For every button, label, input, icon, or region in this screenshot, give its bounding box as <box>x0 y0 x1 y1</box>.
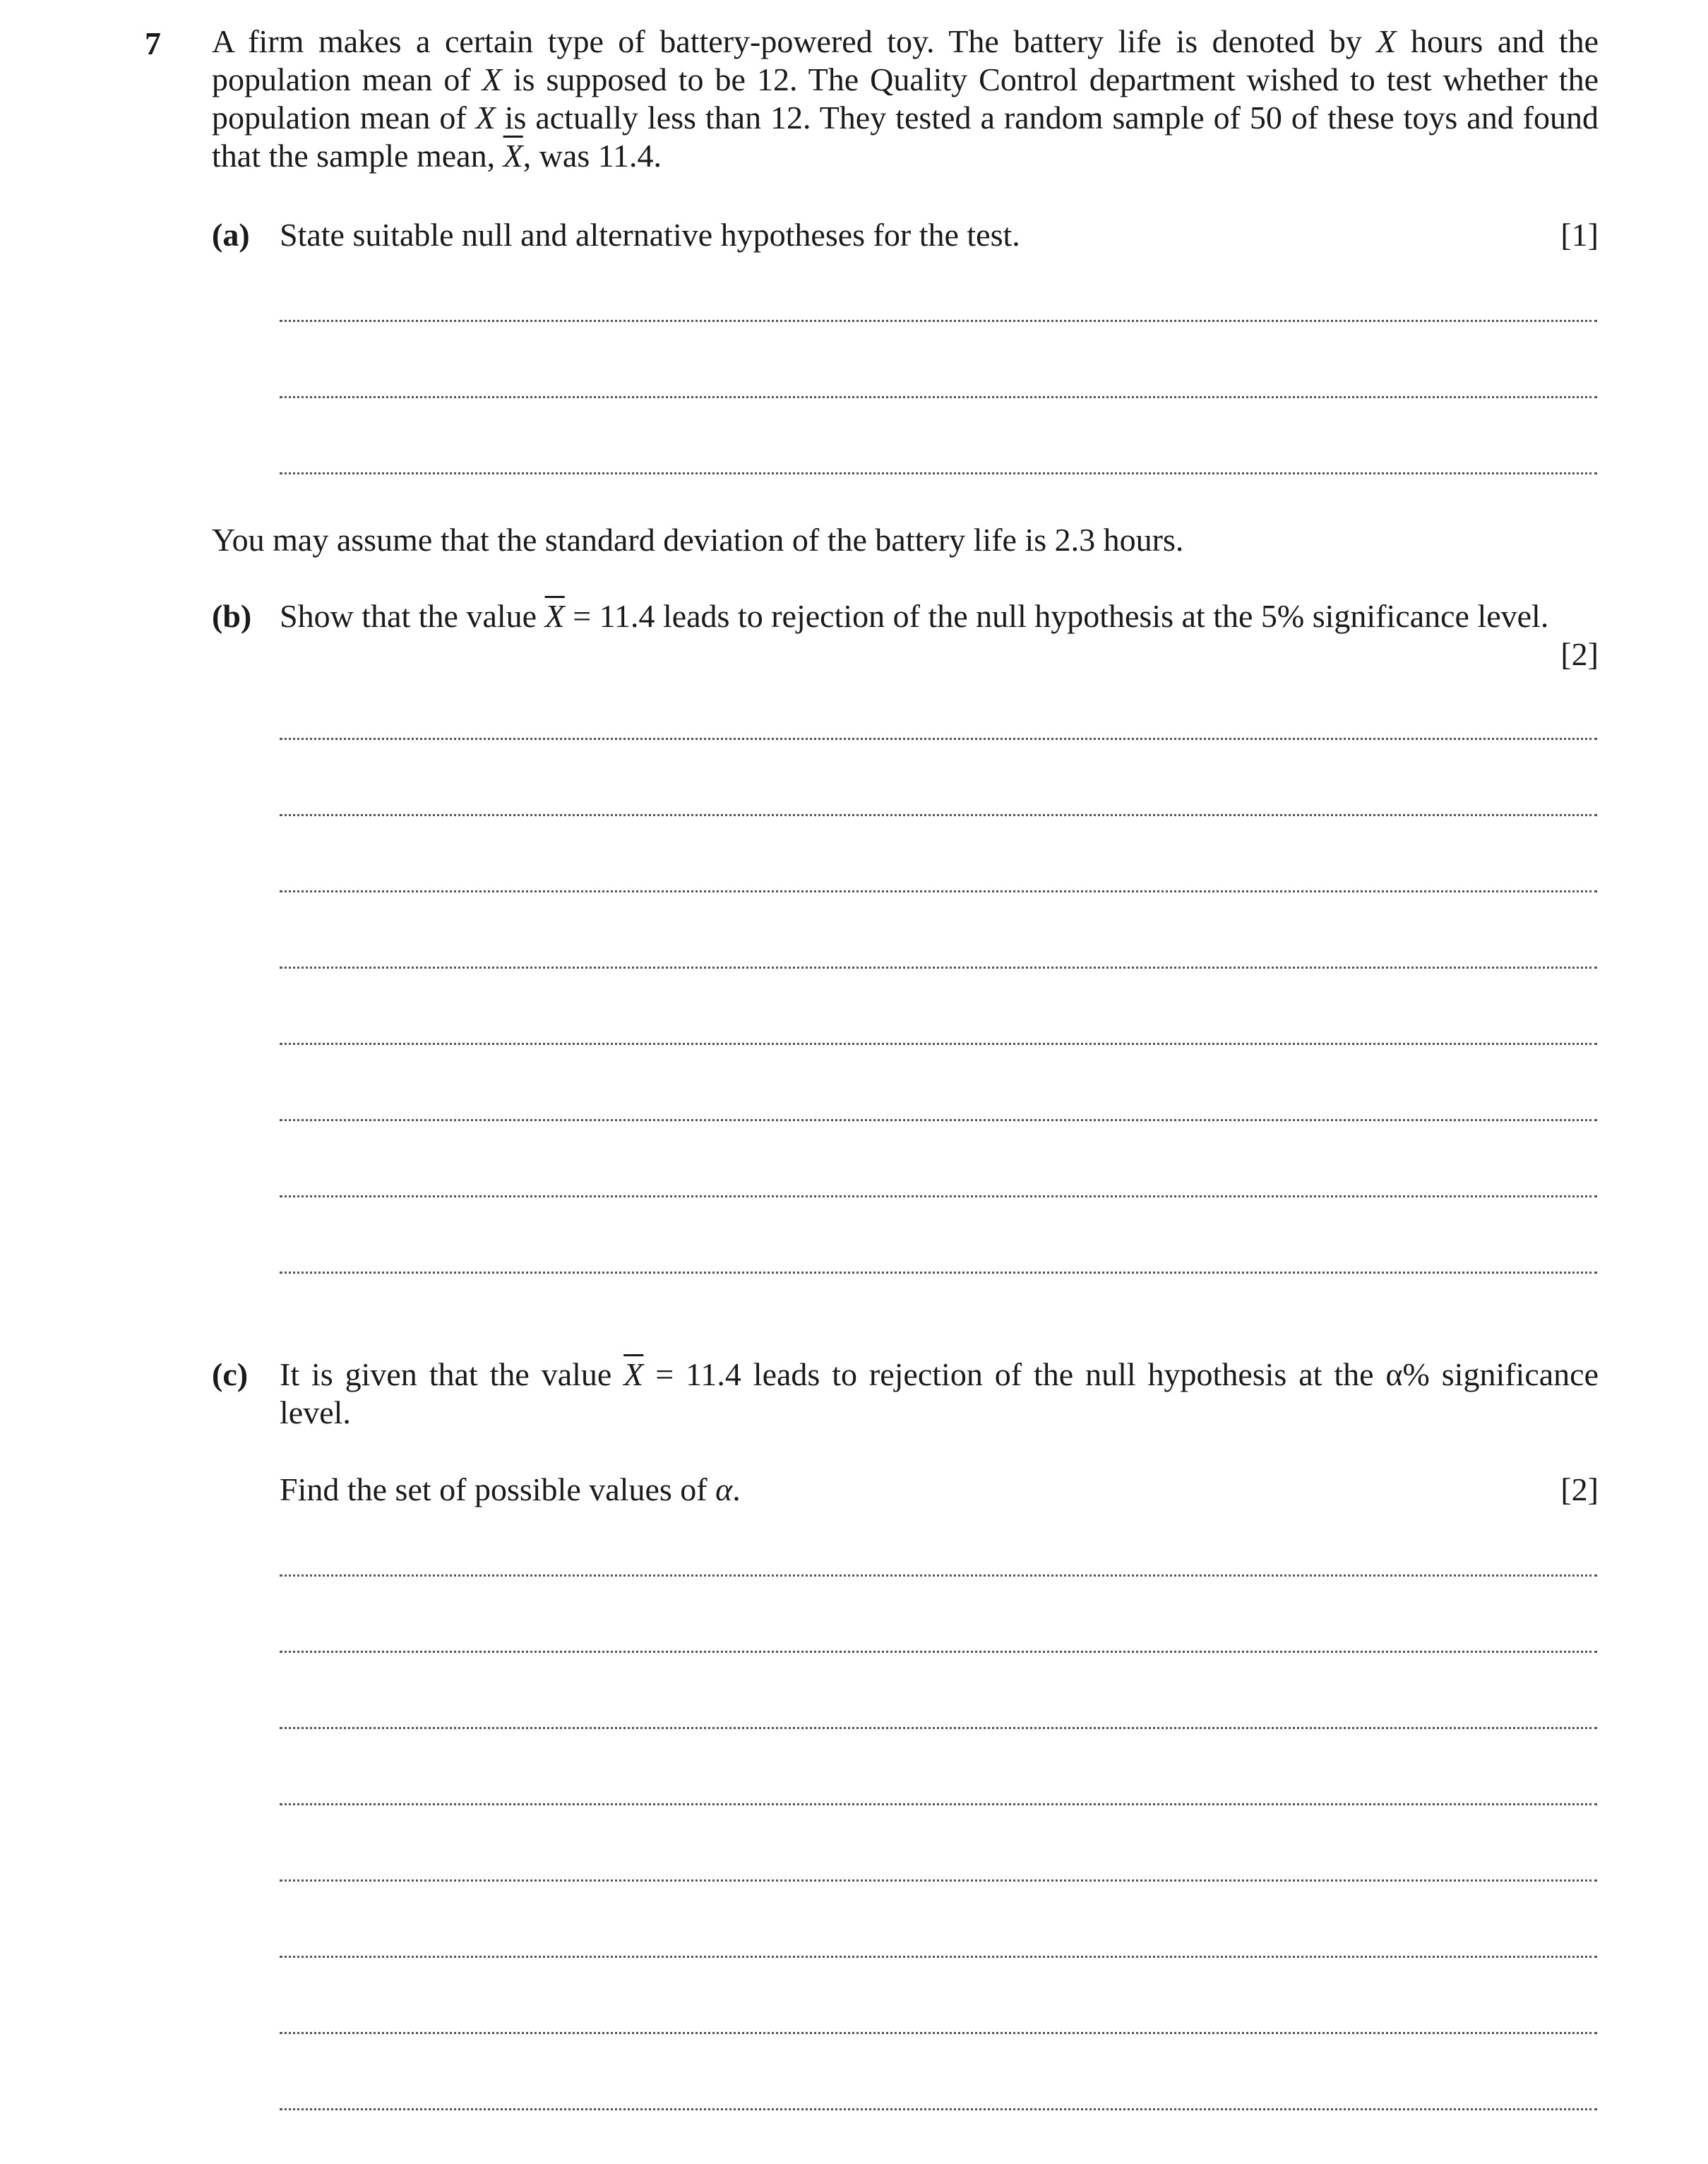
question-stem <box>212 23 1599 175</box>
stem-text-3: is supposed to be 12. The Quality Control department wished to test whether the population mean of <box>212 61 1599 136</box>
part-c-text-1: It is given that the value <box>280 1356 624 1392</box>
alpha-symbol: α <box>715 1471 733 1507</box>
part-c-text <box>280 1356 1599 1432</box>
answer-line-c-6[interactable] <box>280 1956 1597 1958</box>
part-b-label: (b) <box>212 598 252 634</box>
part-b <box>212 597 1599 675</box>
answer-line-b-6[interactable] <box>280 1119 1597 1121</box>
part-c-marks: [2] <box>1560 1471 1599 1507</box>
question-number: 7 <box>145 25 161 61</box>
sample-mean-symbol: $\overline{X}$ <box>503 138 523 174</box>
answer-line-c-8[interactable] <box>280 2108 1597 2110</box>
part-b-marks: [2] <box>1560 636 1599 672</box>
part-a-label: (a) <box>212 217 250 253</box>
part-b-text <box>280 597 1599 635</box>
part-c-label: (c) <box>212 1356 249 1392</box>
part-b-text-2: = 11.4 leads to rejection of the null hypothesis at the 5% significance level. <box>564 598 1549 634</box>
variable-x: X <box>1376 23 1397 59</box>
answer-line-c-7[interactable] <box>280 2032 1597 2034</box>
part-c <box>212 1356 1599 1433</box>
part-c-instruction-2: . <box>732 1471 741 1507</box>
part-a-marks: [1] <box>1560 217 1599 253</box>
answer-line-c-1[interactable] <box>280 1574 1597 1577</box>
answer-line-b-3[interactable] <box>280 890 1597 892</box>
part-c-instruction-text <box>280 1471 1599 1509</box>
variable-x: X <box>482 61 502 97</box>
sample-mean-symbol: $\overline{X}$ <box>623 1356 644 1392</box>
answer-line-c-2[interactable] <box>280 1651 1597 1653</box>
assumption-text: You may assume that the standard deviation of the battery life is 2.3 hours. <box>212 522 1184 558</box>
answer-line-b-7[interactable] <box>280 1195 1597 1197</box>
part-a-text: State suitable null and alternative hypotheses for the test. <box>280 217 1020 253</box>
answer-line-b-2[interactable] <box>280 814 1597 816</box>
answer-line-b-4[interactable] <box>280 967 1597 969</box>
answer-line-a-2[interactable] <box>280 396 1597 398</box>
answer-line-b-8[interactable] <box>280 1272 1597 1274</box>
part-b-text-1: Show that the value <box>280 598 545 634</box>
part-a <box>212 216 1599 258</box>
part-c-instruction-1: Find the set of possible values of <box>280 1471 716 1507</box>
answer-line-b-5[interactable] <box>280 1043 1597 1045</box>
stem-text-4: is actually less than 12. They tested a random sample of 50 of these toys and found that the sample mean, <box>212 100 1599 174</box>
answer-line-a-1[interactable] <box>280 320 1597 322</box>
answer-line-a-3[interactable] <box>280 472 1597 474</box>
answer-line-b-1[interactable] <box>280 738 1597 740</box>
sample-mean-symbol: $\overline{X}$ <box>544 598 565 634</box>
variable-x: X <box>475 100 496 136</box>
part-c-instruction <box>212 1471 1599 1513</box>
answer-line-c-4[interactable] <box>280 1803 1597 1805</box>
part-c-text-2: = 11.4 leads to rejection of the null hypothesis at the α% significance level. <box>280 1356 1599 1430</box>
stem-text-5: , was 11.4. <box>522 138 662 174</box>
stem-text-2: hours and the population mean of <box>212 23 1599 97</box>
answer-line-c-5[interactable] <box>280 1879 1597 1882</box>
stem-text-1: A firm makes a certain type of battery-powered toy. The battery life is denoted by <box>212 23 1377 59</box>
answer-line-c-3[interactable] <box>280 1727 1597 1729</box>
